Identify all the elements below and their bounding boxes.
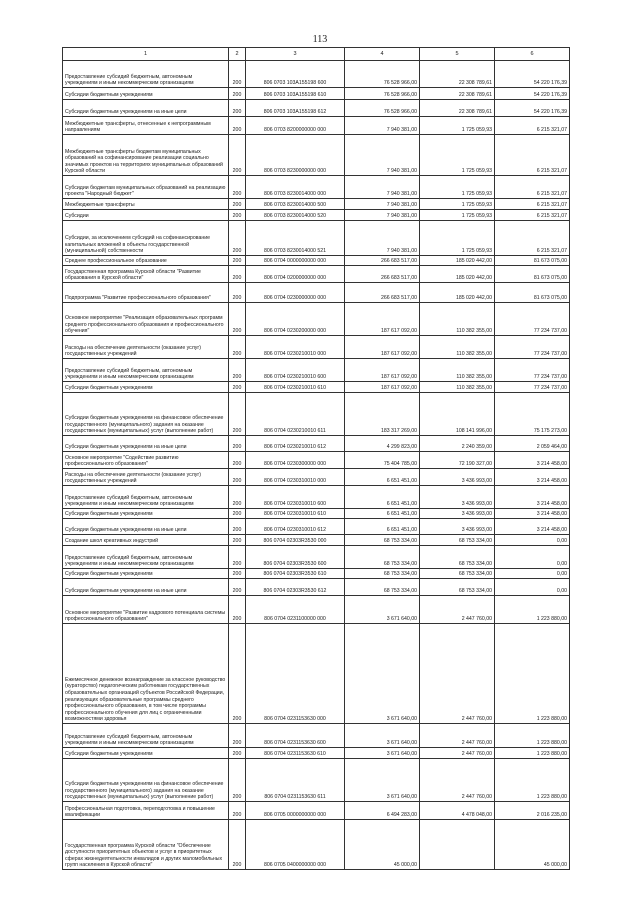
row-value-col6: 6 215 321,07 <box>495 176 570 199</box>
table-row <box>63 535 570 546</box>
row-value-col4: 266 683 517,00 <box>345 266 420 283</box>
row-value-col5: 22 308 789,61 <box>420 100 495 117</box>
row-value-col4: 75 404 785,00 <box>345 452 420 469</box>
row-value-col4: 45 000,00 <box>345 820 420 870</box>
table-row <box>63 61 570 88</box>
row-value-col4: 6 651 451,00 <box>345 469 420 486</box>
row-name-cell: Субсидии бюджетным учреждениям на иные цели <box>63 579 229 596</box>
table-row <box>63 303 570 336</box>
row-grbs-cell: 200 <box>229 199 246 210</box>
row-value-col4: 3 671 640,00 <box>345 596 420 624</box>
row-code-cell: 806 0704 0230200000 000 <box>246 303 345 336</box>
row-name-cell: Подпрограмма "Развитие профессионального образования" <box>63 283 229 303</box>
row-grbs-cell: 200 <box>229 452 246 469</box>
row-value-col6: 1 223 880,00 <box>495 724 570 748</box>
row-name-cell: Межбюджетные трансферты, отнесенные к непрограммным направлениям <box>63 117 229 135</box>
row-value-col4: 187 617 092,00 <box>345 303 420 336</box>
row-value-col4: 3 671 640,00 <box>345 624 420 724</box>
table-row <box>63 624 570 724</box>
row-name-cell: Субсидии бюджетным учреждениям <box>63 382 229 393</box>
row-name-cell: Основное мероприятие "Реализация образовательных программ среднего профессионального образования и профессионального обучения" <box>63 303 229 336</box>
row-value-col6: 3 214 458,00 <box>495 519 570 535</box>
row-value-col5: 68 753 334,00 <box>420 569 495 579</box>
row-code-cell: 806 0704 0230210010 610 <box>246 382 345 393</box>
row-grbs-cell: 200 <box>229 117 246 135</box>
row-code-cell: 806 0704 0231153630 600 <box>246 724 345 748</box>
row-name-cell: Предоставление субсидий бюджетным, автономным учреждениям и иным некоммерческим организациям <box>63 61 229 88</box>
row-value-col6: 2 059 464,00 <box>495 436 570 452</box>
row-code-cell: 806 0704 0230210010 612 <box>246 436 345 452</box>
table-row <box>63 88 570 100</box>
row-grbs-cell: 200 <box>229 61 246 88</box>
row-code-cell: 806 0704 0200000000 000 <box>246 266 345 283</box>
row-value-col6: 1 223 880,00 <box>495 748 570 759</box>
row-value-col4: 6 651 451,00 <box>345 486 420 509</box>
table-row <box>63 135 570 176</box>
row-value-col6: 6 215 321,07 <box>495 135 570 176</box>
table-row <box>63 509 570 519</box>
row-value-col6: 45 000,00 <box>495 820 570 870</box>
table-row <box>63 724 570 748</box>
row-value-col5: 1 725 059,93 <box>420 210 495 221</box>
table-row <box>63 266 570 283</box>
table-row <box>63 519 570 535</box>
row-value-col6: 75 175 273,00 <box>495 393 570 436</box>
row-value-col5: 2 447 760,00 <box>420 748 495 759</box>
row-grbs-cell: 200 <box>229 100 246 117</box>
row-code-cell: 806 0705 0000000000 000 <box>246 802 345 820</box>
row-name-cell: Субсидии бюджетным учреждениям на финансовое обеспечение государственного (муниципального) задания на оказание государственных (муниципальных) услуг (выполнение работ) <box>63 759 229 802</box>
row-name-cell: Ежемесячное денежное вознаграждение за классное руководство (кураторство) педагогическим работникам государственных образовательных организаций субъектов Российской Федерации, реализующих образовательные программы среднего профессионального образования, в том числе программы профессионального обучения для лиц с ограниченными возможностями здоровья <box>63 624 229 724</box>
row-value-col6: 81 673 075,00 <box>495 283 570 303</box>
row-value-col5: 22 308 789,61 <box>420 88 495 100</box>
row-code-cell: 806 0703 8200000000 000 <box>246 117 345 135</box>
row-value-col4: 7 940 381,00 <box>345 199 420 210</box>
row-code-cell: 806 0704 0230210010 000 <box>246 336 345 359</box>
row-code-cell: 806 0703 8230000000 000 <box>246 135 345 176</box>
row-grbs-cell: 200 <box>229 436 246 452</box>
row-value-col5: 1 725 059,93 <box>420 176 495 199</box>
row-value-col6: 77 234 737,00 <box>495 359 570 382</box>
table-row <box>63 256 570 266</box>
table-row <box>63 117 570 135</box>
row-name-cell: Субсидии бюджетным учреждениям <box>63 569 229 579</box>
row-value-col6: 77 234 737,00 <box>495 336 570 359</box>
row-value-col5: 2 447 760,00 <box>420 596 495 624</box>
row-code-cell: 806 0704 0231153630 000 <box>246 624 345 724</box>
row-value-col4: 3 671 640,00 <box>345 748 420 759</box>
table-row <box>63 359 570 382</box>
row-value-col5: 110 382 355,00 <box>420 303 495 336</box>
row-name-cell: Расходы на обеспечение деятельности (оказание услуг) государственных учреждений <box>63 469 229 486</box>
row-value-col6: 3 214 458,00 <box>495 469 570 486</box>
table-row <box>63 336 570 359</box>
row-code-cell: 806 0704 02303R3530 000 <box>246 535 345 546</box>
row-value-col4: 183 317 269,00 <box>345 393 420 436</box>
row-value-col4: 68 753 334,00 <box>345 569 420 579</box>
row-name-cell: Государственная программа Курской области "Обеспечение доступности приоритетных объектов и услуг в приоритетных сферах жизнедеятельности инвалидов и других маломобильных групп населения в Курской области" <box>63 820 229 870</box>
row-value-col4: 7 940 381,00 <box>345 221 420 256</box>
row-grbs-cell: 200 <box>229 535 246 546</box>
row-grbs-cell: 200 <box>229 724 246 748</box>
row-grbs-cell: 200 <box>229 359 246 382</box>
row-value-col5: 3 436 993,00 <box>420 486 495 509</box>
row-name-cell: Межбюджетные трансферты <box>63 199 229 210</box>
table-row <box>63 210 570 221</box>
row-grbs-cell: 200 <box>229 256 246 266</box>
row-value-col6: 1 223 880,00 <box>495 596 570 624</box>
row-grbs-cell: 200 <box>229 759 246 802</box>
row-value-col4: 187 617 092,00 <box>345 359 420 382</box>
row-value-col5: 1 725 059,93 <box>420 117 495 135</box>
row-grbs-cell: 200 <box>229 519 246 535</box>
row-name-cell: Субсидии бюджетным учреждениям на финансовое обеспечение государственного (муниципального) задания на оказание государственных (муниципальных) услуг (выполнение работ) <box>63 393 229 436</box>
row-value-col6: 1 223 880,00 <box>495 759 570 802</box>
row-value-col5: 22 308 789,61 <box>420 61 495 88</box>
row-value-col5: 185 020 442,00 <box>420 256 495 266</box>
table-row <box>63 199 570 210</box>
row-grbs-cell: 200 <box>229 382 246 393</box>
table-row <box>63 436 570 452</box>
row-value-col4: 7 940 381,00 <box>345 210 420 221</box>
row-value-col4: 68 753 334,00 <box>345 579 420 596</box>
row-value-col6: 77 234 737,00 <box>495 382 570 393</box>
row-value-col5: 2 447 760,00 <box>420 624 495 724</box>
column-header: 4 <box>345 48 420 61</box>
row-value-col4: 6 494 283,00 <box>345 802 420 820</box>
row-grbs-cell: 200 <box>229 88 246 100</box>
row-value-col5: 1 725 059,93 <box>420 221 495 256</box>
table-row <box>63 393 570 436</box>
row-name-cell: Субсидии бюджетным учреждениям на иные цели <box>63 100 229 117</box>
row-code-cell: 806 0704 02303R3530 612 <box>246 579 345 596</box>
table-row <box>63 748 570 759</box>
row-code-cell: 806 0704 02303R3530 600 <box>246 546 345 569</box>
row-value-col5: 3 436 993,00 <box>420 469 495 486</box>
row-value-col6: 6 215 321,07 <box>495 199 570 210</box>
row-value-col4: 4 299 823,00 <box>345 436 420 452</box>
row-value-col4: 7 940 381,00 <box>345 117 420 135</box>
row-name-cell: Субсидии бюджетным учреждениям <box>63 509 229 519</box>
row-name-cell: Предоставление субсидий бюджетным, автономным учреждениям и иным некоммерческим организациям <box>63 724 229 748</box>
row-name-cell: Субсидии бюджетным учреждениям на иные цели <box>63 436 229 452</box>
row-value-col6: 3 214 458,00 <box>495 452 570 469</box>
row-name-cell: Среднее профессиональное образование <box>63 256 229 266</box>
row-grbs-cell: 200 <box>229 748 246 759</box>
row-name-cell: Государственная программа Курской области "Развитие образования в Курской области" <box>63 266 229 283</box>
row-value-col6: 81 673 075,00 <box>495 256 570 266</box>
row-code-cell: 806 0703 103А155198 610 <box>246 88 345 100</box>
row-name-cell: Субсидии бюджетным учреждениям <box>63 88 229 100</box>
row-value-col4: 266 683 517,00 <box>345 283 420 303</box>
row-name-cell: Субсидии, за исключением субсидий на софинансирование капитальных вложений в объекты государственной (муниципальной) собственности <box>63 221 229 256</box>
row-value-col5: 3 436 993,00 <box>420 509 495 519</box>
table-row <box>63 546 570 569</box>
table-row <box>63 486 570 509</box>
row-grbs-cell: 200 <box>229 579 246 596</box>
row-name-cell: Расходы на обеспечение деятельности (оказание услуг) государственных учреждений <box>63 336 229 359</box>
row-grbs-cell: 200 <box>229 221 246 256</box>
column-header: 3 <box>246 48 345 61</box>
page-number: 113 <box>312 34 328 45</box>
row-grbs-cell: 200 <box>229 176 246 199</box>
row-grbs-cell: 200 <box>229 802 246 820</box>
row-value-col4: 7 940 381,00 <box>345 176 420 199</box>
row-name-cell: Субсидии <box>63 210 229 221</box>
row-grbs-cell: 200 <box>229 596 246 624</box>
row-code-cell: 806 0703 103А155198 612 <box>246 100 345 117</box>
table-row <box>63 579 570 596</box>
table-row <box>63 382 570 393</box>
row-value-col6: 54 220 176,39 <box>495 88 570 100</box>
row-value-col6: 1 223 880,00 <box>495 624 570 724</box>
column-header: 5 <box>420 48 495 61</box>
row-grbs-cell: 200 <box>229 283 246 303</box>
row-value-col5: 2 447 760,00 <box>420 724 495 748</box>
row-value-col6: 3 214 458,00 <box>495 509 570 519</box>
table-row <box>63 452 570 469</box>
row-value-col6: 6 215 321,07 <box>495 117 570 135</box>
table-row <box>63 759 570 802</box>
row-value-col5: 72 190 327,00 <box>420 452 495 469</box>
row-code-cell: 806 0704 0230310010 610 <box>246 509 345 519</box>
row-value-col5: 185 020 442,00 <box>420 266 495 283</box>
table-row <box>63 100 570 117</box>
row-grbs-cell: 200 <box>229 509 246 519</box>
row-code-cell: 806 0703 8230014000 500 <box>246 199 345 210</box>
table-row <box>63 221 570 256</box>
row-value-col5: 2 447 760,00 <box>420 759 495 802</box>
row-grbs-cell: 200 <box>229 266 246 283</box>
row-value-col4: 6 651 451,00 <box>345 509 420 519</box>
column-header: 1 <box>63 48 229 61</box>
row-value-col5: 1 725 059,93 <box>420 135 495 176</box>
row-value-col5: 4 478 048,00 <box>420 802 495 820</box>
table-row <box>63 469 570 486</box>
table-row <box>63 820 570 870</box>
row-code-cell: 806 0704 0230210010 600 <box>246 359 345 382</box>
row-value-col5: 68 753 334,00 <box>420 579 495 596</box>
row-grbs-cell: 200 <box>229 820 246 870</box>
row-name-cell: Предоставление субсидий бюджетным, автономным учреждениям и иным некоммерческим организациям <box>63 359 229 382</box>
row-grbs-cell: 200 <box>229 469 246 486</box>
column-header: 2 <box>229 48 246 61</box>
row-code-cell: 806 0704 0231153630 610 <box>246 748 345 759</box>
table-row <box>63 596 570 624</box>
row-value-col5: 185 020 442,00 <box>420 283 495 303</box>
row-name-cell: Межбюджетные трансферты бюджетам муниципальных образований на софинансирование реализации социально значимых проектов на территориях муниципальных образований Курской области <box>63 135 229 176</box>
header-row <box>63 48 570 61</box>
row-value-col6: 6 215 321,07 <box>495 221 570 256</box>
row-grbs-cell: 200 <box>229 486 246 509</box>
table-row <box>63 569 570 579</box>
row-value-col4: 187 617 092,00 <box>345 336 420 359</box>
row-value-col4: 76 528 966,00 <box>345 88 420 100</box>
row-name-cell: Субсидии бюджетным учреждениям на иные цели <box>63 519 229 535</box>
row-code-cell: 806 0704 0230310010 600 <box>246 486 345 509</box>
row-value-col4: 68 753 334,00 <box>345 535 420 546</box>
row-value-col6: 0,00 <box>495 579 570 596</box>
column-header: 6 <box>495 48 570 61</box>
row-value-col6: 54 220 176,39 <box>495 100 570 117</box>
row-value-col6: 3 214 458,00 <box>495 486 570 509</box>
row-grbs-cell: 200 <box>229 569 246 579</box>
row-name-cell: Предоставление субсидий бюджетным, автономным учреждениям и иным некоммерческим организациям <box>63 546 229 569</box>
row-value-col5: 110 382 355,00 <box>420 382 495 393</box>
row-grbs-cell: 200 <box>229 393 246 436</box>
row-code-cell: 806 0704 0230310010 000 <box>246 469 345 486</box>
row-value-col4: 68 753 334,00 <box>345 546 420 569</box>
row-code-cell: 806 0704 0000000000 000 <box>246 256 345 266</box>
row-value-col6: 2 016 235,00 <box>495 802 570 820</box>
row-grbs-cell: 200 <box>229 624 246 724</box>
row-code-cell: 806 0704 0230300000 000 <box>246 452 345 469</box>
row-code-cell: 806 0703 8230014000 000 <box>246 176 345 199</box>
row-value-col4: 3 671 640,00 <box>345 759 420 802</box>
row-value-col4: 76 528 966,00 <box>345 61 420 88</box>
row-value-col5: 3 436 993,00 <box>420 519 495 535</box>
row-value-col4: 266 683 517,00 <box>345 256 420 266</box>
table-row <box>63 176 570 199</box>
row-value-col6: 0,00 <box>495 535 570 546</box>
row-value-col4: 6 651 451,00 <box>345 519 420 535</box>
row-code-cell: 806 0703 8230014000 521 <box>246 221 345 256</box>
row-value-col4: 187 617 092,00 <box>345 382 420 393</box>
row-value-col6: 6 215 321,07 <box>495 210 570 221</box>
row-value-col6: 0,00 <box>495 546 570 569</box>
row-name-cell: Профессиональная подготовка, переподготовка и повышение квалификации <box>63 802 229 820</box>
table-row <box>63 283 570 303</box>
row-code-cell: 806 0704 0231100000 000 <box>246 596 345 624</box>
row-value-col5 <box>420 820 495 870</box>
row-grbs-cell: 200 <box>229 336 246 359</box>
row-code-cell: 806 0704 0231153630 611 <box>246 759 345 802</box>
row-grbs-cell: 200 <box>229 135 246 176</box>
row-value-col6: 0,00 <box>495 569 570 579</box>
row-code-cell: 806 0704 0230310010 612 <box>246 519 345 535</box>
row-value-col6: 77 234 737,00 <box>495 303 570 336</box>
row-grbs-cell: 200 <box>229 546 246 569</box>
row-name-cell: Создание школ креативных индустрий <box>63 535 229 546</box>
row-value-col6: 54 220 176,39 <box>495 61 570 88</box>
row-code-cell: 806 0704 0230000000 000 <box>246 283 345 303</box>
table-row <box>63 802 570 820</box>
row-value-col4: 76 528 966,00 <box>345 100 420 117</box>
row-value-col6: 81 673 075,00 <box>495 266 570 283</box>
row-value-col5: 108 141 996,00 <box>420 393 495 436</box>
row-value-col4: 7 940 381,00 <box>345 135 420 176</box>
row-name-cell: Предоставление субсидий бюджетным, автономным учреждениям и иным некоммерческим организациям <box>63 486 229 509</box>
row-code-cell: 806 0704 02303R3530 610 <box>246 569 345 579</box>
row-grbs-cell: 200 <box>229 303 246 336</box>
row-code-cell: 806 0703 103А155198 600 <box>246 61 345 88</box>
row-name-cell: Субсидии бюджетам муниципальных образований на реализацию проекта "Народный бюджет" <box>63 176 229 199</box>
row-name-cell: Субсидии бюджетным учреждениям <box>63 748 229 759</box>
row-name-cell: Основное мероприятие "Содействие развитию профессионального образования" <box>63 452 229 469</box>
row-value-col5: 68 753 334,00 <box>420 535 495 546</box>
row-code-cell: 806 0704 0230210010 611 <box>246 393 345 436</box>
row-value-col5: 110 382 355,00 <box>420 359 495 382</box>
row-grbs-cell: 200 <box>229 210 246 221</box>
row-value-col5: 110 382 355,00 <box>420 336 495 359</box>
row-value-col5: 1 725 059,93 <box>420 199 495 210</box>
row-name-cell: Основное мероприятие "Развитие кадрового потенциала системы профессионального образования" <box>63 596 229 624</box>
row-value-col4: 3 671 640,00 <box>345 724 420 748</box>
row-value-col5: 2 240 359,00 <box>420 436 495 452</box>
row-value-col5: 68 753 334,00 <box>420 546 495 569</box>
budget-table <box>62 47 570 870</box>
row-code-cell: 806 0705 0400000000 000 <box>246 820 345 870</box>
row-code-cell: 806 0703 8230014000 520 <box>246 210 345 221</box>
